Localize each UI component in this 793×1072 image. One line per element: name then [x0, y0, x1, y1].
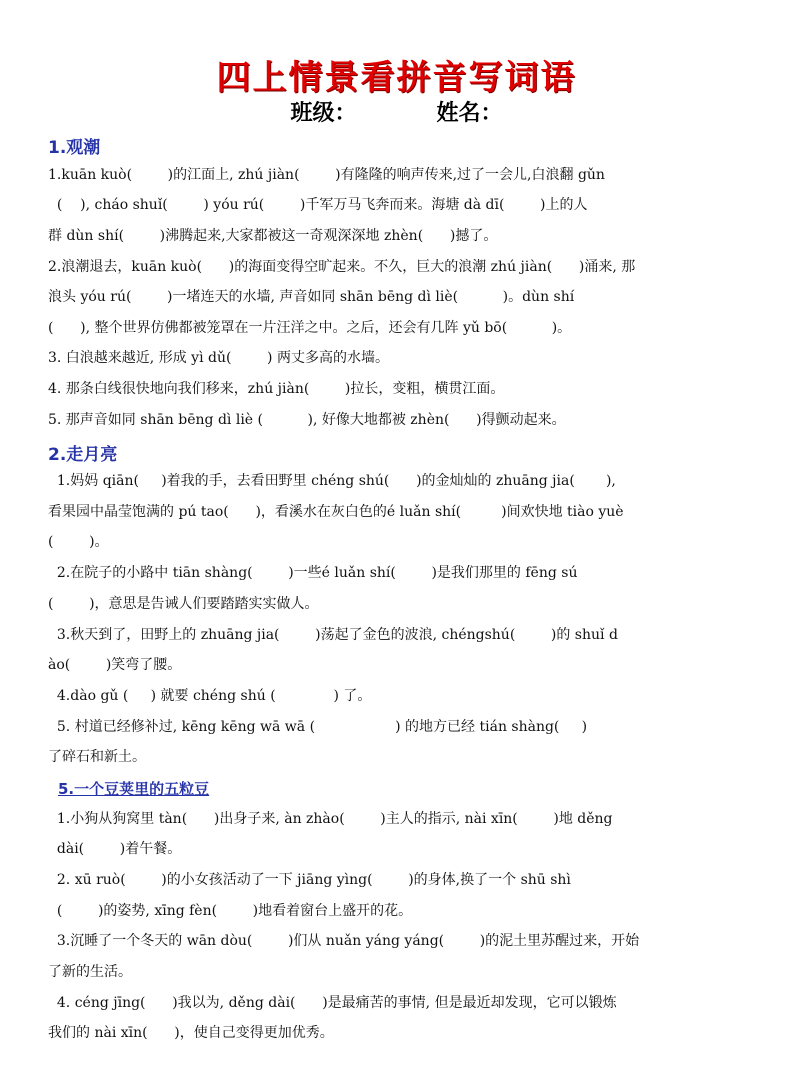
exercise-line: 1.小狗从狗窝里 tàn( )出身子来, àn zhào( )主人的指示, nài xīn( )地 děng — [48, 811, 613, 827]
exercise-line: 1.kuān kuò( )的江面上, zhú jiàn( )有隆隆的响声传来,过了一会儿,白浪翻 gǔn — [48, 167, 605, 183]
exercise-line: 5. 那声音如同 shān bēng dì liè ( ), 好像大地都被 zhèn( )得颤动起来。 — [48, 412, 566, 428]
exercise-line: ( ), 整个世界仿佛都被笼罩在一片汪洋之中。之后，还会有几阵 yǔ bō( )。 — [48, 320, 572, 336]
exercise-line: 看果园中晶莹饱满的 pú tao( )，看溪水在灰白色的é luǎn shí( )间欢快地 tiào yuè — [48, 504, 624, 520]
exercise-line: 2.浪潮退去，kuān kuò( )的海面变得空旷起来。不久，巨大的浪潮 zhú jiàn( )涌来, 那 — [48, 259, 636, 275]
exercise-line: 4. céng jīng( )我以为, děng dài( )是最痛苦的事情, 但是最近却发现，它可以锻炼 — [48, 995, 617, 1011]
exercise-line: 4.dào gǔ ( ) 就要 chéng shú ( ) 了。 — [48, 688, 372, 704]
exercise-line: 3. 白浪越来越近, 形成 yì dǔ( ) 两丈多高的水墙。 — [48, 350, 389, 366]
exercise-line: 2.在院子的小路中 tiān shàng( )一些é luǎn shí( )是我们那里的 fēng sú — [48, 565, 578, 581]
exercise-line: 了碎石和新土。 — [48, 749, 146, 765]
exercise-line: dài( )着午餐。 — [48, 841, 182, 857]
exercise-line: ào( )笑弯了腰。 — [48, 657, 182, 673]
exercise-line: ( ), cháo shuǐ( ) yóu rú( )千军万马飞奔而来。海塘 dà dī( )上的人 — [48, 197, 588, 213]
exercise-line: 1.妈妈 qiān( )着我的手，去看田野里 chéng shú( )的金灿灿的 zhuāng jia( ), — [48, 473, 616, 489]
exercise-line: ( )的姿势, xīng fèn( )地看着窗台上盛开的花。 — [48, 903, 413, 919]
exercise-line: 3.沉睡了一个冬天的 wān dòu( )们从 nuǎn yáng yáng( )的泥土里苏醒过来，开始 — [48, 933, 640, 949]
exercise-line: ( )。 — [48, 534, 109, 550]
name-label: 姓名： — [436, 100, 503, 126]
exercise-line: 5. 村道已经修补过, kēng kēng wā wā ( ) 的地方已经 tián shàng( ) — [48, 719, 588, 735]
section-heading-2: 2.走月亮 — [48, 445, 118, 465]
exercise-line: 3.秋天到了，田野上的 zhuāng jia( )荡起了金色的波浪, chéngshú( )的 shuǐ d — [48, 627, 618, 643]
exercise-line: 2. xū ruò( )的小女孩活动了一下 jiāng yìng( )的身体,换了一个 shū shì — [48, 872, 571, 888]
exercise-line: ( )，意思是告诫人们要踏踏实实做人。 — [48, 596, 319, 612]
student-info — [0, 96, 793, 127]
exercise-line: 了新的生活。 — [48, 964, 132, 980]
exercise-line: 浪头 yóu rú( )一堵连天的水墙, 声音如同 shān bēng dì liè( )。dùn shí — [48, 289, 575, 305]
worksheet-title: 四上情景看拼音写词语 — [216, 58, 577, 98]
class-label: 班级： — [290, 100, 357, 126]
section-heading-5: 5.一个豆荚里的五粒豆 — [58, 780, 210, 798]
exercise-line: 群 dùn shí( )沸腾起来,大家都被这一奇观深深地 zhèn( )撼了。 — [48, 228, 498, 244]
exercise-line: 我们的 nài xīn( )，使自己变得更加优秀。 — [48, 1025, 334, 1041]
exercise-line: 4. 那条白线很快地向我们移来，zhú jiàn( )拉长，变粗，横贯江面。 — [48, 381, 505, 397]
section-heading-1: 1.观潮 — [48, 138, 101, 158]
